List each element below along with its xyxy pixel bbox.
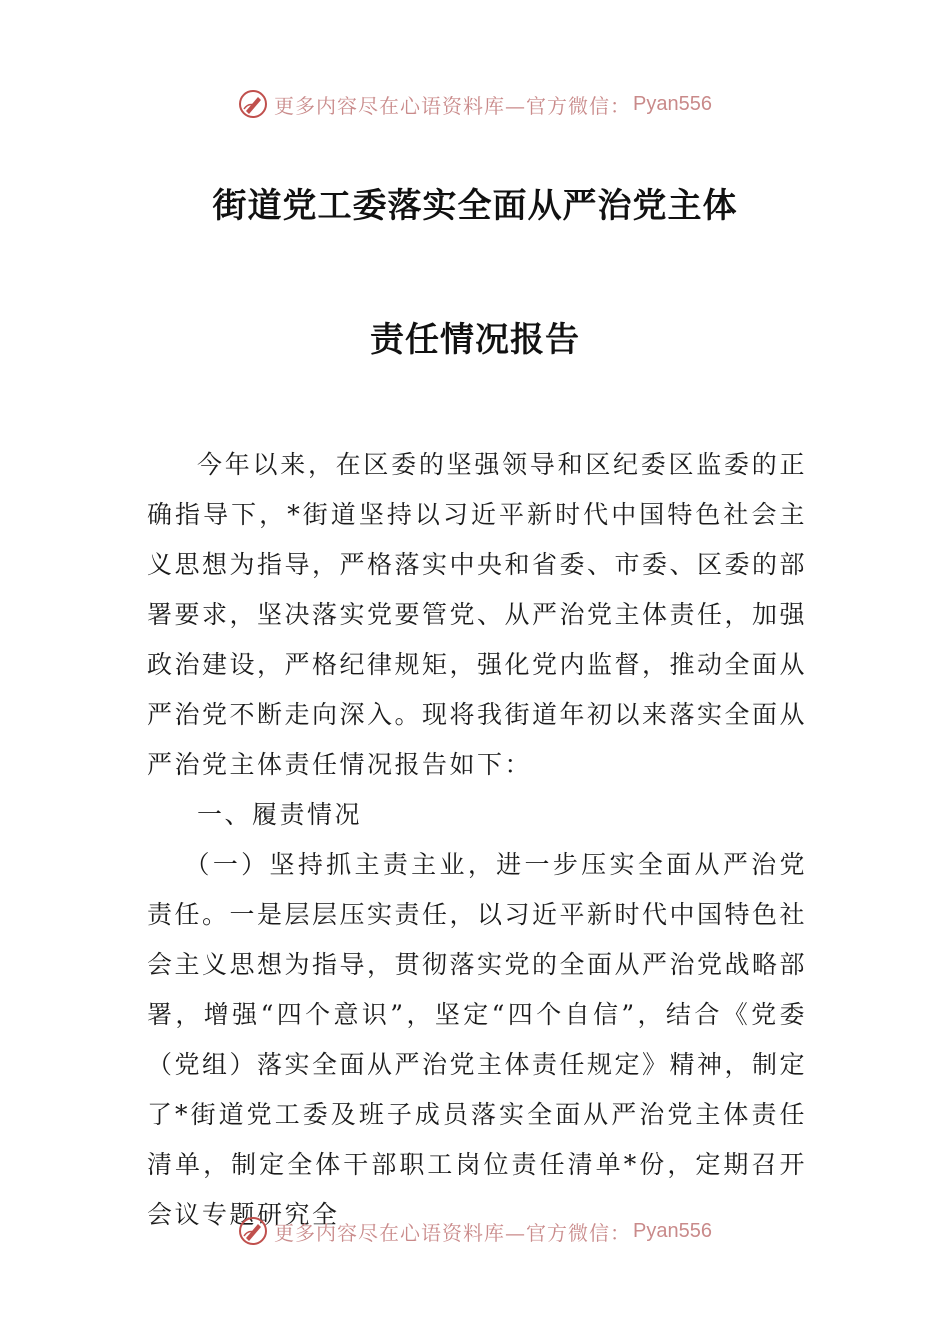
watermark-id: Pyan556 [633, 1219, 712, 1242]
document-body [147, 440, 807, 1240]
watermark-text: 更多内容尽在心语资料库—官方微信： [274, 1220, 632, 1245]
watermark-text: 更多内容尽在心语资料库—官方微信： [274, 93, 632, 118]
paragraph-section1: （一）坚持抓主责主业，进一步压实全面从严治党责任。一是层层压实责任，以习近平新时代中国特色社会主义思想为指导，贯彻落实党的全面从严治党战略部署，增强“四个意识”，坚定“四个自信”，结合《党委（党组）落实全面从严治党主体责任规定》精神，制定了*街道党工委及班子成员落实全面从严治党主体责任清单，制定全体干部职工岗位责任清单*份，定期召开会议专题研究全 [147, 850, 808, 1229]
section-heading: 一、履责情况 [197, 800, 363, 829]
pen-logo-icon [238, 1216, 268, 1246]
document-title-line1: 街道党工委落实全面从严治党主体 [212, 186, 738, 226]
pen-logo-icon [238, 89, 268, 119]
document-title-line2: 责任情况报告 [370, 320, 580, 360]
watermark-bottom [0, 1211, 950, 1251]
watermark-id: Pyan556 [633, 92, 712, 115]
paragraph-intro: 今年以来，在区委的坚强领导和区纪委区监委的正确指导下，*街道坚持以习近平新时代中国特色社会主义思想为指导，严格落实中央和省委、市委、区委的部署要求，坚决落实党要管党、从严治党主体责任，加强政治建设，严格纪律规矩，强化党内监督，推动全面从严治党不断走向深入。现将我街道年初以来落实全面从严治党主体责任情况报告如下： [147, 450, 808, 779]
watermark-top [0, 84, 950, 124]
